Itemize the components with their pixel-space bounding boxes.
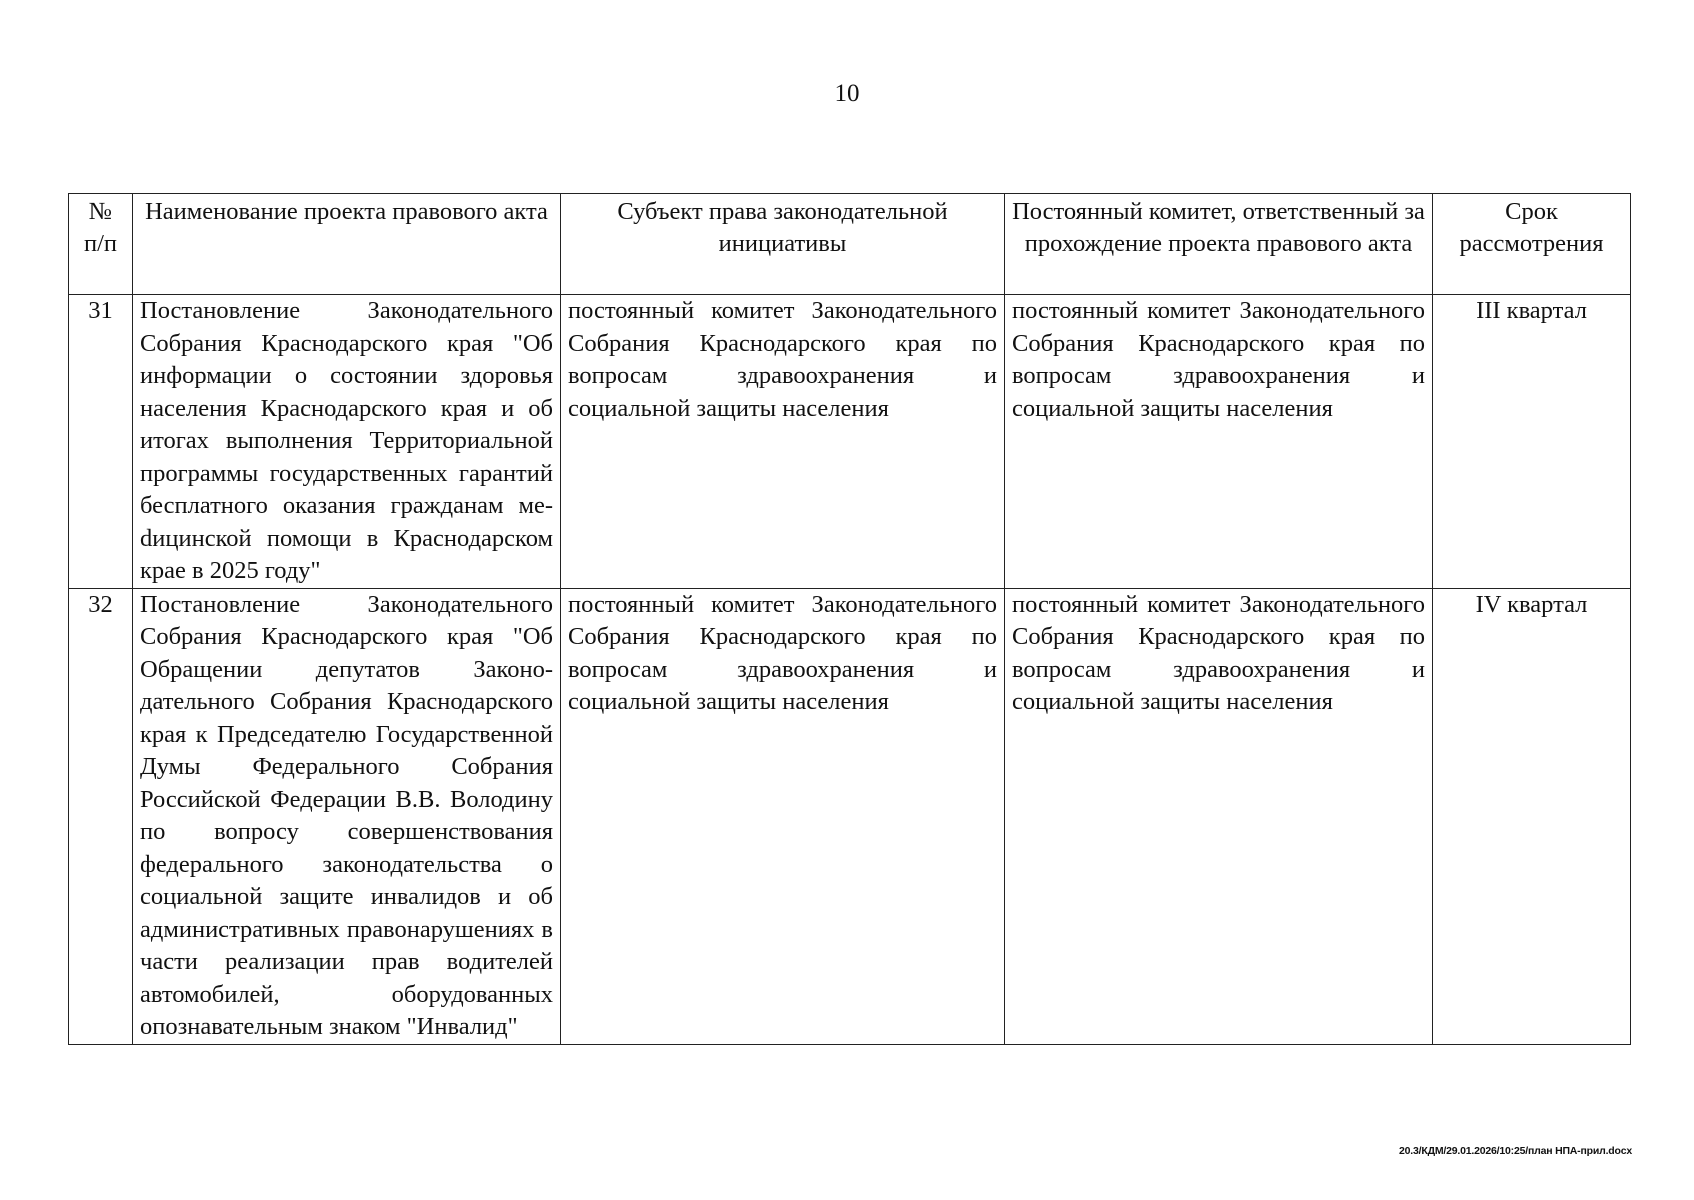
table-row: [69, 588, 1631, 1044]
table-header-row: [69, 194, 1631, 295]
document-footer-stamp: 20.3/КДМ/29.01.2026/10:25/план НПА-прил.docx: [1399, 1145, 1632, 1157]
row-number: 32: [69, 588, 133, 1044]
review-term: IV квартал: [1433, 588, 1631, 1044]
legislative-plan-table: [68, 193, 1631, 1045]
header-number: № п/п: [69, 194, 133, 295]
header-responsible-committee: Постоянный комитет, ответственный за прохождение проекта правового акта: [1005, 194, 1433, 295]
initiative-subject: постоянный комитет Законодательного Собрания Краснодарского края по вопросам здравоохранения и социальной защиты населения: [561, 588, 1005, 1044]
header-act-name: Наименование проекта правового акта: [133, 194, 561, 295]
page-number: 10: [834, 80, 860, 107]
header-initiative-subject: Субъект права законодательной инициативы: [561, 194, 1005, 295]
row-number: 31: [69, 295, 133, 589]
initiative-subject: постоянный комитет Законодательного Собрания Краснодарского края по вопросам здравоохранения и социальной защиты населения: [561, 295, 1005, 589]
review-term: III квартал: [1433, 295, 1631, 589]
header-review-term: Срок рассмотрения: [1433, 194, 1631, 295]
table-row: [69, 295, 1631, 589]
responsible-committee: постоянный комитет Законодательного Собрания Краснодарского края по вопросам здравоохранения и социальной защиты населения: [1005, 588, 1433, 1044]
act-name: Постановление Законодательного Собрания Краснодарского края "Об информации о состоянии здоровья населения Краснодарского края и об итогах выполнения Территориальной программы государственных гарантий бесплатного оказания гражданам меdицинской помощи в Краснодарском крае в 2025 году": [133, 295, 561, 589]
act-name: Постановление Законодательного Собрания Краснодарского края "Об Обращении депутатов Законодательного Собрания Краснодарского края к Председателю Государственной Думы Федерального Собрания Российской Федерации В.В. Володину по вопросу совершенствования федерального законодательства о социальной защите инвалидов и об административных правонарушениях в части реализации прав водителей автомобилей, оборудованных опознавательным знаком "Инвалид": [133, 588, 561, 1044]
responsible-committee: постоянный комитет Законодательного Собрания Краснодарского края по вопросам здравоохранения и социальной защиты населения: [1005, 295, 1433, 589]
